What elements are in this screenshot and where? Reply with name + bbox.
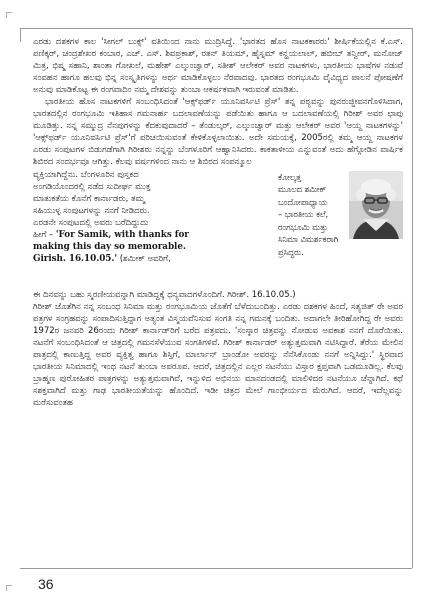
crop-mark	[6, 12, 12, 18]
caption-line: ರಂಗಭೂಮಿ ಮತ್ತು	[278, 221, 328, 232]
crop-mark	[6, 585, 12, 591]
dedication-line: 'For Samik, with thanks for	[55, 229, 189, 240]
paragraph: ಗಿರೀಶ್ ಜೊತೆಗಿನ ನನ್ನ ಸಂಬಂಧ ಸಿನಿಮಾ ಮತ್ತು ರಂಗಭೂಮಿಯ ಜೊತೆಗೆ ಬೆಳೆದುಬಂದಿತ್ತು. ಎರಡು ದಶಕಗಳ ಹಿಂದೆ, ಸತ್ಯಜಿತ್ ರೇ ಅವರ ಪತ್ರಗಳ ಸಂಗ್ರಹವನ್ನು ಸಂಪಾದಿಸುತ್ತಿದ್ದಾಗ ಅತ್ಯಂತ ವಿಸ್ಮಯವೆನಿಸುವ ಸಂಗತಿ ನನ್ನ ಗಮನಕ್ಕೆ ಬಂದಿತು. ಅದಾಗಲೇ ತೀರಿಹೋಗಿದ್ದ ರೇ ಅವರು 1972ರ ಜನವರಿ 26ರಂದು ಗಿರೀಶ್ ಕಾರ್ನಾಡ್‌ರಿಗೆ ಬರೆದ ಪತ್ರವದು. 'ಸಂಸ್ಕಾರ ಚಿತ್ರವನ್ನು ನೋಡುವ ಅವಕಾಶ ನನಗೆ ದೊರೆಯಿತು. ನಟನೆಗೆ ಸಂಬಂಧಿಸಿದಂತೆ ಆ ಚಿತ್ರದಲ್ಲಿ ಗಮನಸೆಳೆಯುವ ಸಂಗತಿಗಳಿವೆ. ಗಿರೀಶ್ ಕಾರ್ನಾಡರ್ ಅತ್ಯುತ್ತಮವಾಗಿ ನಟಿಸಿದ್ದಾರೆ. ತೆರೆಯ ಮೇಲಿನ ಪಾತ್ರದಲ್ಲಿ ಕಾಣುತ್ತಿದ್ದ ಅವರ ವ್ಯಕ್ತಿತ್ವ ಹಾಗೂ ಶಿಸ್ತಿಗೆ, ಮಾರ್ಲಾನ್ ಬ್ರಾಂಡೋ ಅವರನ್ನು ನೆನೆಸಿಕೊಂಡು ನನಗೆ ಅನ್ನಿಸಿದ್ದು.' ಸ್ಥಿರವಾದ ಭಾರತೀಯ ಸಿನಿಮಾದಲ್ಲಿ ಇಂಥ ನಟನೆ ತುಂಬಾ ಅಪರೂಪ. ಆದರೆ, ಚಿತ್ರದಲ್ಲಿನ ಎಲ್ಲರ ನಟನೆಯು ವಿಸ್ತಾರ ಕ್ಷಪ್ತವಾಗಿ ಒಡಮೂಡಿಲ್ಲ. ಕೆಲವು ಬ್ರಾಹ್ಮಣ ಪುರೋಹಿತರ ಪಾತ್ರಗಳನ್ನು ಅತ್ಯುತ್ತಮವಾಗಿವೆ, ಇನ್ನುಳಿದ ಅಭಿನಯ ಮಾನದಂಡದಲ್ಲಿ ಮಾಲಿಳಿದರ ನಟನೆಯೂ ಚೆನ್ನಾಗಿದೆ. ಕಥೆ ಸಶಕ್ತವಾಗಿದೆ ಮತ್ತು ಗಾಢ ಭಾರತೀಯತೆಯನ್ನು ಹೊಂದಿದೆ. ಇಡೀ ಚಿತ್ರದ ಮೇಲೆ ಗಾಂಭೀರ್ಯದ ಮೆರುಗಿದೆ. ಆದರೆ, ಇದೆಲ್ಲವನ್ನು ಮರೆಸುವಂತಹ	[33, 301, 404, 408]
caption-line: ಪ್ರಸಿದ್ಧರು.	[278, 246, 304, 257]
page-frame-left	[20, 28, 21, 42]
caption-line: ಕೋಲ್ಕತ್ತ	[278, 171, 302, 182]
text-line: ಅಂಗಡಿಯೊಂದರಲ್ಲಿ ನಡೆದ ಸುದೀರ್ಘ ಮುಕ್ತ	[33, 181, 151, 192]
text-line: ವ್ಯಕ್ತಿಯಾಗಿದ್ದೆನು. ಬೆಂಗಳೂರಿನ ಪುಸ್ತಕದ	[33, 169, 139, 180]
inline-figure-block	[33, 169, 403, 289]
paragraph: ಈ ದಿನವನ್ನು ಬಹು ಸ್ಮರಣೀಯವನ್ನಾಗಿ ಮಾಡಿದ್ದಕ್ಕೆ ಧನ್ಯವಾದಗಳೊಂದಿಗೆ. ಗಿರೀಶ್. 16.10.05.)	[33, 289, 296, 300]
page-frame-right	[412, 28, 413, 568]
page-frame-top	[20, 28, 412, 29]
paragraph: ಎರಡು ದಶಕಗಳ ಕಾಲ 'ಸೀಗಲ್ ಬುಕ್ಸ್' ವತಿಯಿಂದ ನಾನು ಮುದ್ರಿಸಿದ್ದೆ. 'ಭಾರತದ ಹೊಸ ನಾಟಕಕಾರರು' ಶೀರ್ಷಿಕೆಯಲ್ಲಿನ ಕೆ.ಎಸ್. ಪಣಿಕ್ಕರ್, ಚಂದ್ರಶೇಖರ ಕಂಬಾರ, ಎಚ್. ಎಸ್. ಶಿವಪ್ರಕಾಶ್, ರತನ್ ತಿಯಮ್, ಹೈಸ್ನಮ್ ಕನ್ಹಯಲಾಲ್, ಹಬೀಬ್ ತನ್ವೀರ್, ಮನೋಜ್ ಮಿತ್ರ, ಭಿಷ್ಮ ಸಹಾನಿ, ಶಾಂತಾ ಗೋಖಲೆ, ಮಹೇಶ್ ಎಲ್ಕುಂಚ್ವಾರ್, ಸತೀಶ್ ಆಲೇಕರ್ ಅವರ ನಾಟಕಗಳು, ಭಾರತೀಯ ಭಾಷೆಗಳ ನಡುವೆ ಸಂವಹನ ಹಾಗೂ ಹಲವು ಭಿನ್ನ ಸಂಸ್ಕೃತಿಗಳನ್ನು ಅರ್ಥ ಮಾಡಿಕೊಳ್ಳಲು ನೆರವಾದವು. ಭಾರತದ ರಂಗಭೂಮಿ ವೈವಿಧ್ಯದ ಪಾಲನೆ ಪೋಷಣೆಗೆ ಅನುವು ಮಾಡಿಕೊಟ್ಟ ಈ ರಂಗವಾದಿಂ ನಮ್ಮ ದೇಶವನ್ನು ತುಂಬಾ ಆಕರ್ಷಕವಾಗಿ ಇರುವಂತೆ ಮಾಡಿತು.	[33, 37, 403, 96]
caption-line: – ಭಾರತೀಯ ಕಲೆ,	[278, 209, 329, 220]
page-number: 36	[38, 576, 54, 592]
paragraph: ಭಾರತೀಯ ಹೊಸ ನಾಟಕಗಳಿಗೆ ಸಂಬಂಧಿಸಿದಂತೆ 'ಆಕ್ಸ್‌ಫರ್ಡ್ ಯೂನಿವರ್ಸಿಟಿ ಪ್ರೆಸ್' ತನ್ನ ಪಠ್ಯವನ್ನು ಪುನರುಜ್ಜೀವನಗೊಳಿಸಿದಾಗ, ಭಾರತದಲ್ಲಿನ ರಂಗಭೂಮಿ ಇತಿಹಾಸ ಗಮನಾರ್ಹ ಬದಲಾವಣೆಯನ್ನು ಪಡೆಯಿತು ಹಾಗೂ ಆ ಬದಲಾವಣೆಯಲ್ಲಿ ಗಿರೀಶ್ ಅವರ ಛಾಪು ಮೂಡಿತ್ತು. ನನ್ನ ಸಮ್ಮುದ್ರ ನೆನಪುಗಳನ್ನು ಕೆದಕುವುದಾದರೆ – ತೆಂಡುಲ್ಕರ್, ಎಲ್ಕುಂಚ್ವಾರ್ ಮತ್ತು ಆಲೇಕರ್ ಅವರ 'ಆಯ್ದ ನಾಟಕಗಳನ್ನು' 'ಆಕ್ಸ್‌ಫರ್ಡ್ ಯೂನಿವರ್ಸಿಟಿ ಪ್ರೆಸ್‌'ಗೆ ಪರಿಚಯಿಸುವಂತೆ ಕೇಳಿಕೊಳ್ಳಲಾಯಿತು. ಅದೇ ಸಮಯಕ್ಕೆ, 2005ರಲ್ಲಿ ತಮ್ಮ ಆಯ್ದ ನಾಟಕಗಳ ಎರಡು ಸಂಪುಟಗಳ ಬಿಡುಗಡೆಗಾಗಿ ಗಿರೀಶರು ನನ್ನನ್ನು ಬೆಂಗಳೂರಿಗೆ ಆಹ್ವಾನಿಸಿದರು. ಕಾಕತಾಳೀಯ ಎನ್ನುವಂತೆ ಅದು ಹೆಗ್ಗೋಡಿನ ವಾರ್ಷಿಕ ಶಿಬಿರದ ಸಂದರ್ಭವೂ ಆಗಿತ್ತು. ಕೆಲವು ವರ್ಷಗಳಿಂದ ನಾನು ಆ ಶಿಬಿರದ ಸಂಪನ್ಮೂಲ	[33, 97, 403, 168]
portrait-image	[349, 171, 403, 239]
dedication-line: Girish. 16.10.05.'	[33, 253, 118, 264]
text-line: ಎರಡನೇ ಸಂಪುಟದಲ್ಲಿ ಅವರು ಬರೆದಿದ್ದುದು	[33, 217, 149, 228]
caption-line: ಸಿನಿಮಾ ವಿಮರ್ಶಕರಾಗಿ	[278, 234, 339, 245]
text-line	[33, 229, 263, 241]
body-text	[33, 36, 403, 409]
caption-line: ಬಂದೋಪಾಧ್ಯಾಯ	[278, 196, 328, 207]
text-fragment: ಹೀಗೆ –	[33, 229, 56, 240]
text-line: ಸಹಿಯುಳ್ಳ ಸಂಪುಟಗಳನ್ನು ನನಗೆ ನೀಡಿದರು.	[33, 205, 150, 216]
photo-caption	[278, 171, 346, 259]
dedication-line: making this day so memorable.	[33, 241, 186, 252]
caption-line: ಮೂಲದ ಶಮೀಕ್	[278, 184, 326, 195]
page-frame-bottom	[20, 568, 412, 569]
portrait-photo	[349, 171, 403, 239]
text-line: ಮಾತುಕತೆಯ ಕೊನೆಗೆ ಕಾರ್ನಾಡರು, ತಮ್ಮ	[33, 193, 145, 204]
text-column-left	[33, 169, 263, 265]
dedication-kannada: (ಶಮೀಕ್ ಅವರಿಗೆ,	[117, 253, 171, 264]
text-line	[33, 253, 263, 265]
